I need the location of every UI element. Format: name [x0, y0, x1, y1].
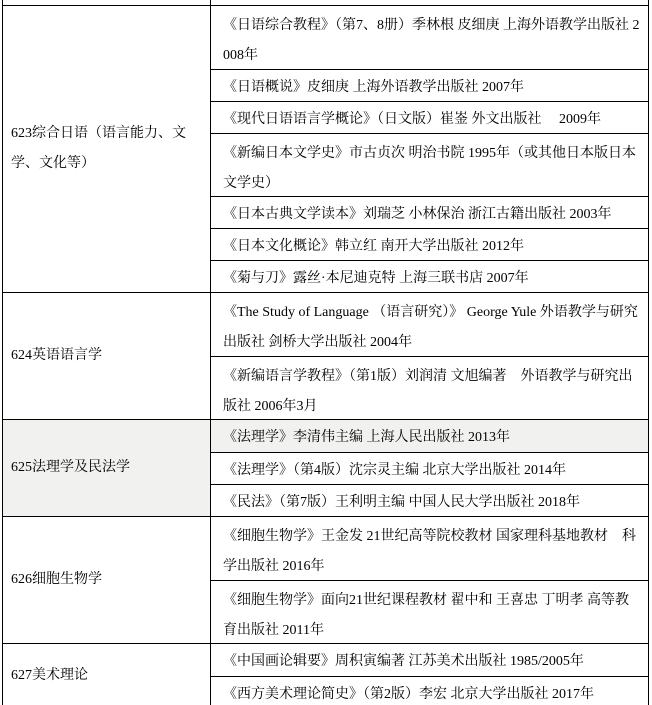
book-reference-text: 《日语综合教程》（第7、8册）季林根 皮细庚 上海外语教学出版社 2008年: [223, 18, 640, 63]
book-reference-text: 《菊与刀》露丝·本尼迪克特 上海三联书店 2007年: [223, 270, 529, 286]
course-code-label: 624英语语言学: [11, 348, 102, 363]
book-reference-row: [211, 6, 648, 69]
book-reference-text: 《现代日语语言学概论》（日文版）崔崟 外文出版社 2009年: [223, 111, 601, 127]
book-reference-row: [211, 69, 648, 101]
book-reference-text: 《日本文化概论》韩立红 南开大学出版社 2012年: [223, 238, 524, 254]
course-code-cell: [3, 293, 211, 419]
book-reference-row: [211, 517, 648, 580]
course-code-label: 627美术理论: [11, 668, 88, 683]
book-list: [211, 420, 648, 516]
course-code-label: 625法理学及民法学: [11, 460, 130, 475]
book-reference-row: [211, 196, 648, 228]
reference-books-table: [2, 0, 649, 705]
book-reference-text: 《日语概说》皮细庚 上海外语教学出版社 2007年: [223, 79, 524, 95]
course-code-cell: [3, 6, 211, 292]
book-reference-row: [211, 644, 648, 676]
course-code-cell: [3, 644, 211, 705]
book-reference-row: [211, 420, 648, 452]
book-reference-row: [211, 228, 648, 260]
course-group: [3, 6, 648, 293]
course-code-cell: [3, 420, 211, 516]
book-list: [211, 6, 648, 292]
book-reference-row: [211, 133, 648, 196]
course-group: [3, 293, 648, 420]
table-body: [3, 6, 648, 705]
book-reference-text: 《The Study of Language （语言研究）》 George Yule 外语教学与研究出版社 剑桥大学出版社 2004年: [223, 305, 638, 350]
book-reference-row: [211, 484, 648, 516]
course-group: [3, 517, 648, 644]
book-reference-text: 《细胞生物学》面向21世纪课程教材 翟中和 王喜忠 丁明孝 高等教育出版社 2011年: [223, 593, 629, 638]
cutoff-right-cell: [211, 0, 648, 5]
book-reference-text: 《西方美术理论简史》（第2版）李宏 北京大学出版社 2017年: [223, 686, 594, 702]
book-reference-row: [211, 260, 648, 292]
book-reference-row: [211, 101, 648, 133]
book-reference-text: 《中国画论辑要》周积寅编著 江苏美术出版社 1985/2005年: [223, 654, 584, 669]
book-list: [211, 644, 648, 705]
book-reference-row: [211, 580, 648, 643]
course-code-cell: [3, 517, 211, 643]
book-reference-text: 《新编语言学教程》（第1版）刘润清 文旭编著 外语教学与研究出版社 2006年3月: [223, 369, 633, 414]
course-code-label: 623综合日语（语言能力、文学、文化等）: [11, 126, 186, 171]
book-reference-row: [211, 676, 648, 705]
book-reference-text: 《法理学》李清伟主编 上海人民出版社 2013年: [223, 430, 510, 445]
cutoff-left-cell: [3, 0, 211, 5]
book-reference-text: 《法理学》（第4版）沈宗灵主编 北京大学出版社 2014年: [223, 462, 566, 478]
book-reference-text: 《新编日本文学史》市古贞次 明治书院 1995年（或其他日本版日本文学史）: [223, 146, 636, 191]
course-group: [3, 644, 648, 705]
book-reference-row: [211, 356, 648, 419]
book-list: [211, 293, 648, 419]
book-reference-text: 《日本古典文学读本》刘瑞芝 小林保治 浙江古籍出版社 2003年: [223, 206, 612, 222]
book-reference-text: 《细胞生物学》王金发 21世纪高等院校教材 国家理科基地教材 科学出版社 2016年: [223, 529, 636, 574]
book-list: [211, 517, 648, 643]
book-reference-text: 《民法》（第7版）王利明主编 中国人民大学出版社 2018年: [223, 494, 580, 510]
course-group: [3, 420, 648, 517]
course-code-label: 626细胞生物学: [11, 572, 102, 587]
book-reference-row: [211, 452, 648, 484]
book-reference-row: [211, 293, 648, 356]
